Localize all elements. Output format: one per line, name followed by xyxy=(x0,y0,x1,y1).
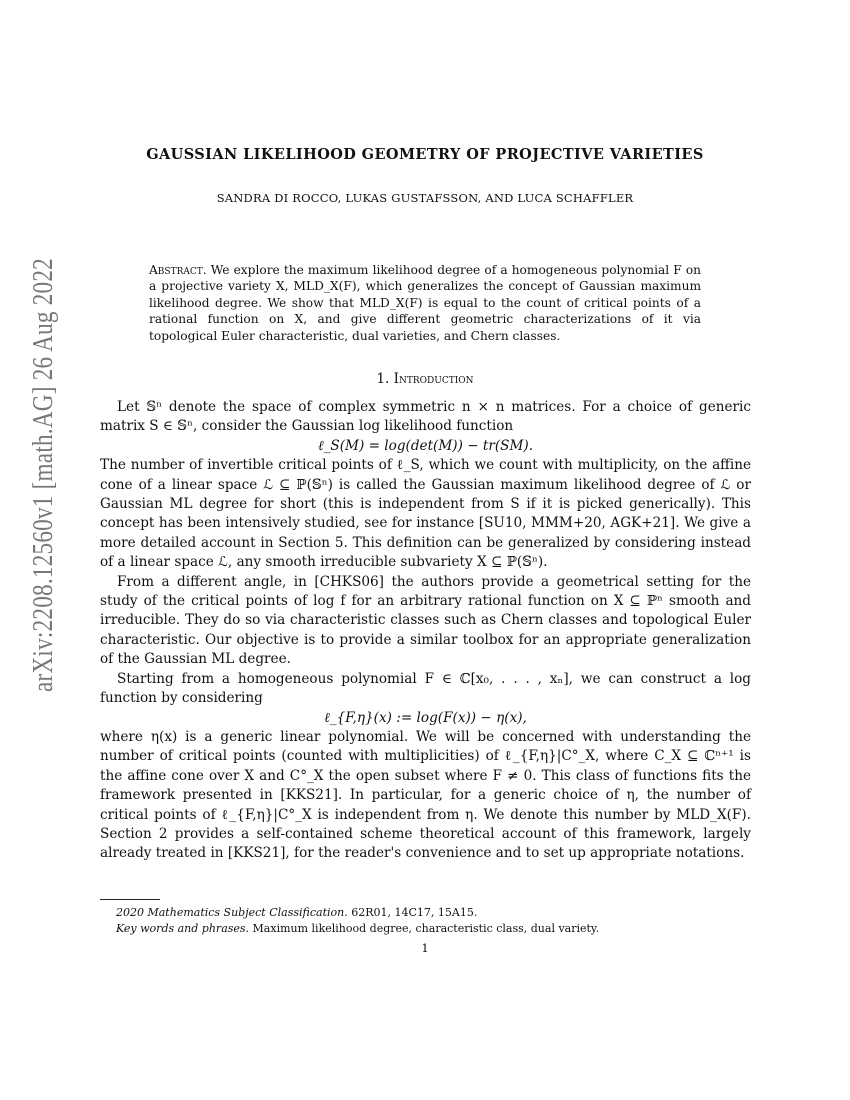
arxiv-identifier-text: arXiv:2208.12560v1 [math.AG] 26 Aug 2022 xyxy=(27,258,59,692)
section-heading xyxy=(0,371,850,387)
footnote-classification xyxy=(116,905,736,921)
arxiv-identifier-stamp xyxy=(22,258,62,692)
footnotes xyxy=(116,905,736,937)
abstract-label: Abstract. xyxy=(149,263,207,277)
abstract xyxy=(149,262,701,344)
equation-log-function: ℓ_{F,η}(x) := log(F(x)) − η(x), xyxy=(324,709,527,726)
paragraph-3: From a different angle, in [CHKS06] the authors provide a geometrical setting for the study of the critical points of log f for an arbitrary rational function on X ⊆ ℙⁿ smooth and irreducible. They do so via characteristic classes such as Chern classes and topological Euler characteristic. Our objective is to provide a similar toolbox for an appropriate generalization of the Gaussian ML degree. xyxy=(100,573,751,668)
section-number: 1. xyxy=(376,371,390,387)
keywords-value: Maximum likelihood degree, characteristic class, dual variety. xyxy=(252,922,600,935)
introduction-body xyxy=(100,398,751,864)
page-number: 1 xyxy=(421,941,429,955)
paragraph-1: Let 𝕊ⁿ denote the space of complex symmetric n × n matrices. For a choice of generic matrix S ∈ 𝕊ⁿ, consider the Gaussian log likelihood function xyxy=(100,399,751,435)
paragraph-4: Starting from a homogeneous polynomial F ∈ ℂ[x₀, . . . , xₙ], we can construct a log function by considering xyxy=(100,670,751,707)
paper-authors: SANDRA DI ROCCO, LUKAS GUSTAFSSON, AND LUCA SCHAFFLER xyxy=(216,191,634,205)
paragraph-2: The number of invertible critical points of ℓ_S, which we count with multiplicity, on the affine cone of a linear space ℒ ⊆ ℙ(𝕊ⁿ) is called the Gaussian maximum likelihood degree of ℒ or Gaussian ML degree for short (this is independent from S if it is picked generically). This concept has been intensively studied, see for instance [SU10, MMM+20, AGK+21]. We give a more detailed account in Section 5. This definition can be generalized by considering instead of a linear space ℒ, any smooth irreducible subvariety X ⊆ ℙ(𝕊ⁿ). xyxy=(100,457,751,571)
section-title: Introduction xyxy=(393,371,474,387)
equation-gaussian-log-likelihood: ℓ_S(M) = log(det(M)) − tr(SM). xyxy=(317,437,534,454)
footnote-rule xyxy=(100,899,160,900)
paragraph-5: where η(x) is a generic linear polynomial. We will be concerned with understanding the number of critical points (counted with multiplicities) of ℓ_{F,η}|C°_X, where C_X ⊆ ℂⁿ⁺¹ is the affine cone over X and C°_X the open subset where F ≠ 0. This class of functions fits the framework presented in [KKS21]. In particular, for a generic choice of η, the number of critical points of ℓ_{F,η}|C°_X is independent from η. We denote this number by MLD_X(F). Section 2 provides a self-contained scheme theoretical account of this framework, largely already treated in [KKS21], for the reader's convenience and to set up appropriate notations. xyxy=(100,728,751,862)
classification-value: 62R01, 14C17, 15A15. xyxy=(351,906,478,919)
footnote-keywords xyxy=(116,921,736,937)
abstract-text: We explore the maximum likelihood degree of a homogeneous polynomial F on a projective variety X, MLD_X(F), which generalizes the concept of Gaussian maximum likelihood degree. We show that MLD_X(F) is equal to the count of critical points of a rational function on X, and give different geometric characterizations of it via topological Euler characteristic, dual varieties, and Chern classes. xyxy=(149,263,701,343)
classification-label: 2020 Mathematics Subject Classification. xyxy=(116,906,348,919)
keywords-label: Key words and phrases. xyxy=(116,922,250,935)
paper-title: GAUSSIAN LIKELIHOOD GEOMETRY OF PROJECTIVE VARIETIES xyxy=(146,146,704,163)
